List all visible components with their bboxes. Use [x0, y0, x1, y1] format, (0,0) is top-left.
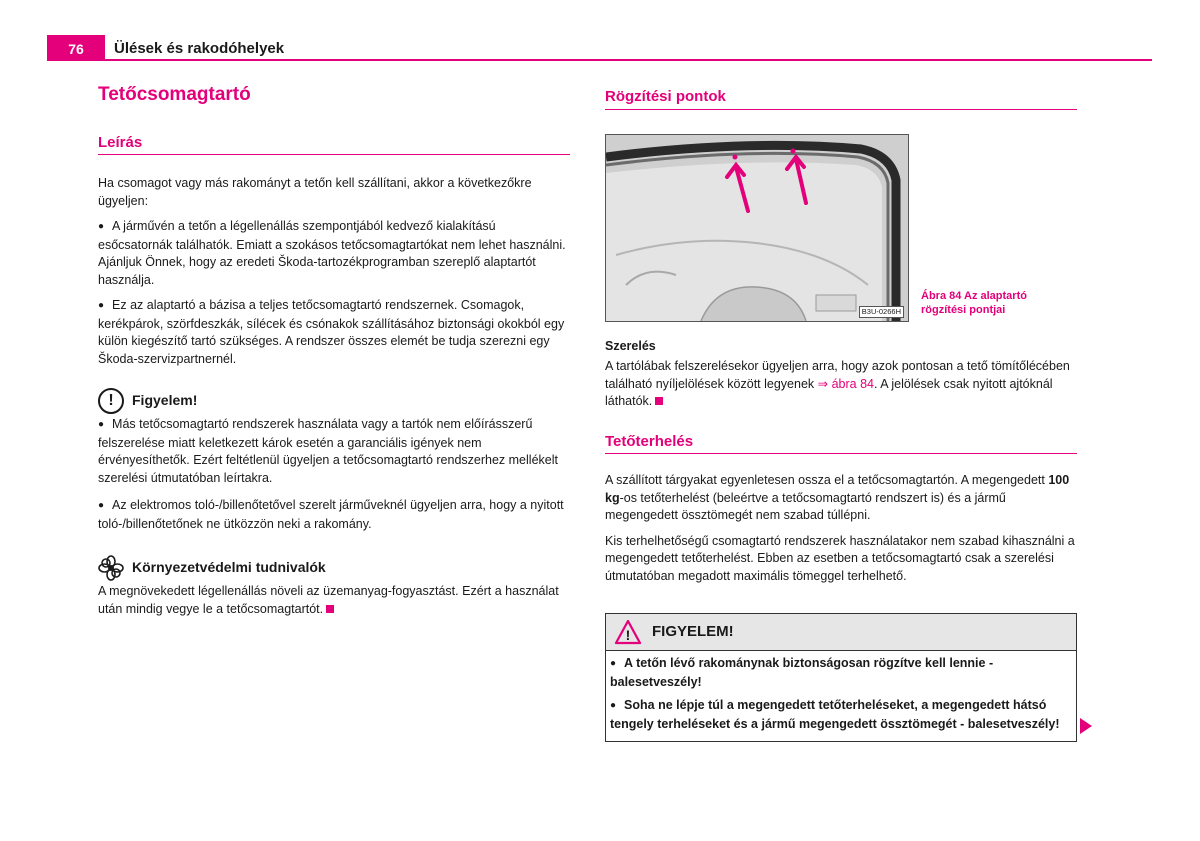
load-paragraph-2: Kis terhelhetőségű csomagtartó rendszerek használatakor nem szabad kihasználni a megengedett tetőterhelést. Ebben az esetben a tetőcsomagtartó csak a szerelési útmutatóban megadott maximális tömeggel terhelhető. [605, 533, 1075, 583]
next-page-arrow-icon[interactable] [1080, 718, 1092, 734]
warning-item: ● Soha ne lépje túl a megengedett tetőterheléseket, a megengedett hátsó tengely terheléseket és a jármű megengedett össztömegét - balesetveszély! [610, 697, 1072, 733]
page-title: Tetőcsomagtartó [98, 84, 251, 105]
header-rule [47, 59, 1152, 61]
description-heading: Leírás [98, 134, 570, 156]
caution-item: ● Az elektromos toló-/billenőtetővel szerelt járműveknél ügyeljen arra, hogy a nyitott toló-/billenőtetőnek ne ütközzön neki a rakomány. [98, 497, 570, 533]
warning-header [606, 614, 1076, 651]
bullet-item: ● A járművén a tetőn a légellenállás szempontjából kedvező kialakítású esőcsatornák találhatók. Emiatt a szokásos tetőcsomagtartókat nem lehet használni. Ajánljuk Önnek, hogy az eredeti Škoda-tartozékprogramban szereplő alaptartót használja. [98, 218, 570, 289]
figure-caption: Ábra 84 Az alaptartó rögzítési pontjai [921, 289, 1027, 316]
roof-fixing-figure [605, 134, 909, 322]
left-column [98, 86, 570, 626]
figure-reference-link[interactable]: ⇒ ábra 84 [817, 376, 874, 391]
warning-triangle-icon [614, 619, 642, 645]
end-mark-icon [326, 605, 334, 613]
environment-title: Környezetvédelmi tudnivalók [132, 559, 326, 576]
page-number: 76 [47, 35, 105, 60]
bullet-item: ● Ez az alaptartó a bázisa a teljes tetőcsomagtartó rendszernek. Csomagok, kerékpárok, szörfdeszkák, sílécek és csónakok szállításához biztonsági okokból egy külön kiegészítő tartó szükséges. A rendszer összes elemét be tudja szerezni egy Škoda-szervizpartnernél. [98, 297, 570, 368]
environment-text: A megnövekedett légellenállás növeli az üzemanyag-fogyasztást. Ezért a használat után mindig vegye le a tetőcsomagtartót. [98, 584, 559, 616]
environment-heading [98, 555, 570, 581]
exclamation-circle-icon: ! [98, 388, 124, 414]
fixing-points-heading: Rögzítési pontok [605, 88, 1077, 110]
intro-paragraph: Ha csomagot vagy más rakományt a tetőn kell szállítani, akkor a következőkre ügyeljen: [98, 176, 532, 208]
roof-load-heading: Tetőterhelés [605, 433, 1077, 455]
chapter-title: Ülések és rakodóhelyek [114, 40, 285, 57]
warning-body [606, 651, 1076, 741]
figure-block [605, 134, 1077, 322]
right-column [605, 86, 1077, 742]
flower-icon [98, 555, 124, 581]
roof-illustration [606, 135, 908, 321]
warning-item: ● A tetőn lévő rakománynak biztonságosan rögzítve kell lennie - balesetveszély! [610, 655, 1072, 691]
svg-text:!: ! [625, 627, 631, 643]
install-heading: Szerelés [605, 338, 656, 353]
figure-code: B3U-0266H [859, 306, 904, 318]
warning-box [605, 613, 1077, 742]
caution-title: Figyelem! [132, 392, 198, 409]
end-mark-icon [655, 397, 663, 405]
warning-title: FIGYELEM! [652, 623, 734, 641]
install-text: A tartólábak felszerelésekor ügyeljen arra, hogy azok pontosan a tető tömítőlécében található nyíljelölések között legyenek ⇒ ábra 84. A jelölések csak nyitott ajtóknál láthatók. [605, 359, 1070, 408]
load-paragraph-1: A szállított tárgyakat egyenletesen ossza el a tetőcsomagtartón. A megengedett 100 kg-os tetőterhelést (beleértve a tetőcsomagtartó rendszert is) és a jármű megengedett össztömegét nem szabad túllépni. [605, 473, 1070, 522]
caution-heading [98, 388, 570, 414]
caution-item: ● Más tetőcsomagtartó rendszerek használata vagy a tartók nem előírásszerű felszerelése miatt keletkezett károk esetén a garanciális igények nem érvényesíthetők. Ezért feltétlenül ügyeljen a tetőcsomagtartó rendszerhez mellékelt szerelési útmutatóban leírtakra. [98, 416, 570, 487]
